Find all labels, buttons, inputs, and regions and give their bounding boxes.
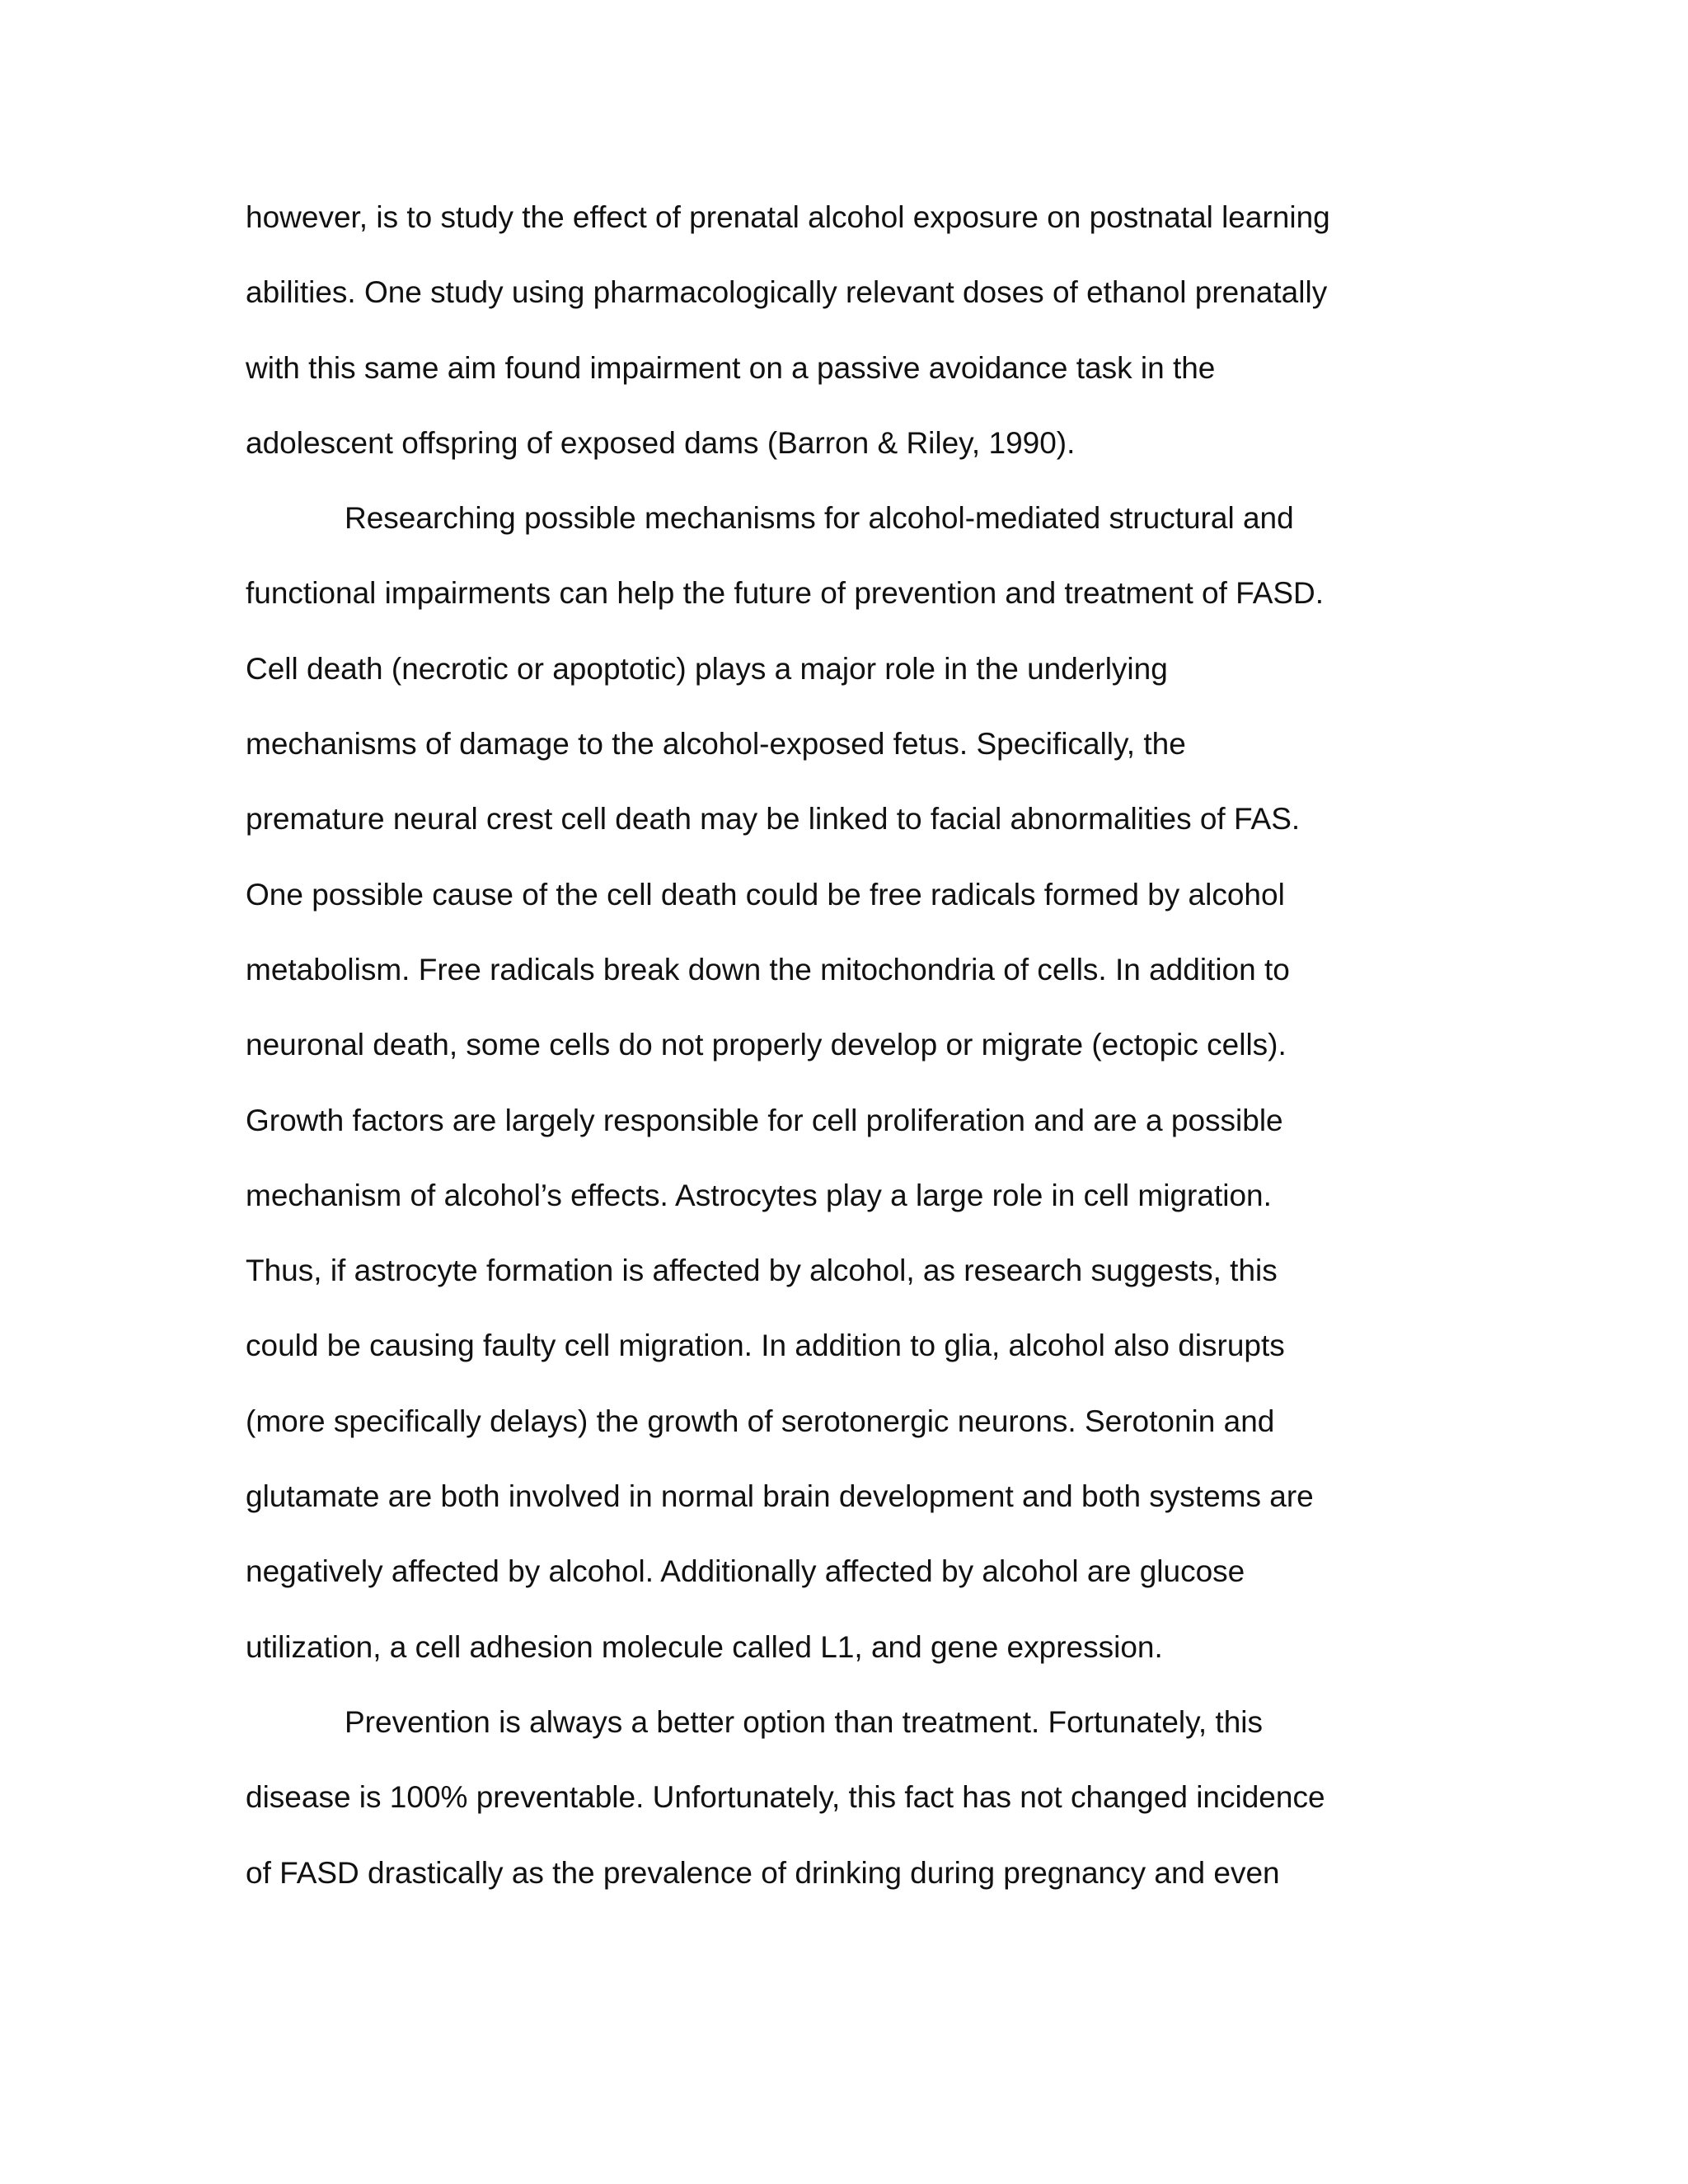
text-line: disease is 100% preventable. Unfortunately, this fact has not changed incidence: [246, 1780, 1325, 1815]
body-text: [246, 193, 1465, 1924]
text-line: functional impairments can help the future of prevention and treatment of FASD.: [246, 576, 1325, 611]
paragraph-first-line: Prevention is always a better option than treatment. Fortunately, this: [345, 1704, 1264, 1739]
text-line: utilization, a cell adhesion molecule called L1, and gene expression.: [246, 1629, 1163, 1664]
text-line: glutamate are both involved in normal brain development and both systems are: [246, 1479, 1314, 1514]
text-line: premature neural crest cell death may be linked to facial abnormalities of FAS.: [246, 802, 1301, 837]
text-line: adolescent offspring of exposed dams (Barron & Riley, 1990).: [246, 425, 1076, 460]
text-line: Thus, if astrocyte formation is affected by alcohol, as research suggests, this: [246, 1254, 1278, 1288]
text-line: negatively affected by alcohol. Additionally affected by alcohol are glucose: [246, 1554, 1245, 1589]
text-line: with this same aim found impairment on a passive avoidance task in the: [246, 350, 1216, 385]
text-line: One possible cause of the cell death could be free radicals formed by alcohol: [246, 877, 1285, 912]
text-line: neuronal death, some cells do not properly develop or migrate (ectopic cells).: [246, 1028, 1287, 1062]
text-line: Growth factors are largely responsible for cell proliferation and are a possible: [246, 1103, 1283, 1137]
text-line: mechanism of alcohol’s effects. Astrocytes play a large role in cell migration.: [246, 1178, 1272, 1212]
paragraph-first-line: Researching possible mechanisms for alcohol-mediated structural and: [345, 501, 1294, 536]
text-line: (more specifically delays) the growth of serotonergic neurons. Serotonin and: [246, 1404, 1275, 1438]
text-line: however, is to study the effect of prenatal alcohol exposure on postnatal learning: [246, 200, 1330, 234]
text-line: abilities. One study using pharmacologically relevant doses of ethanol prenatally: [246, 275, 1328, 310]
text-line: Cell death (necrotic or apoptotic) plays a major role in the underlying: [246, 651, 1168, 686]
text-line: mechanisms of damage to the alcohol-exposed fetus. Specifically, the: [246, 727, 1186, 762]
text-line: could be causing faulty cell migration. In addition to glia, alcohol also disrupts: [246, 1329, 1285, 1363]
text-line: of FASD drastically as the prevalence of drinking during pregnancy and even: [246, 1855, 1280, 1890]
text-line: metabolism. Free radicals break down the mitochondria of cells. In addition to: [246, 952, 1290, 987]
